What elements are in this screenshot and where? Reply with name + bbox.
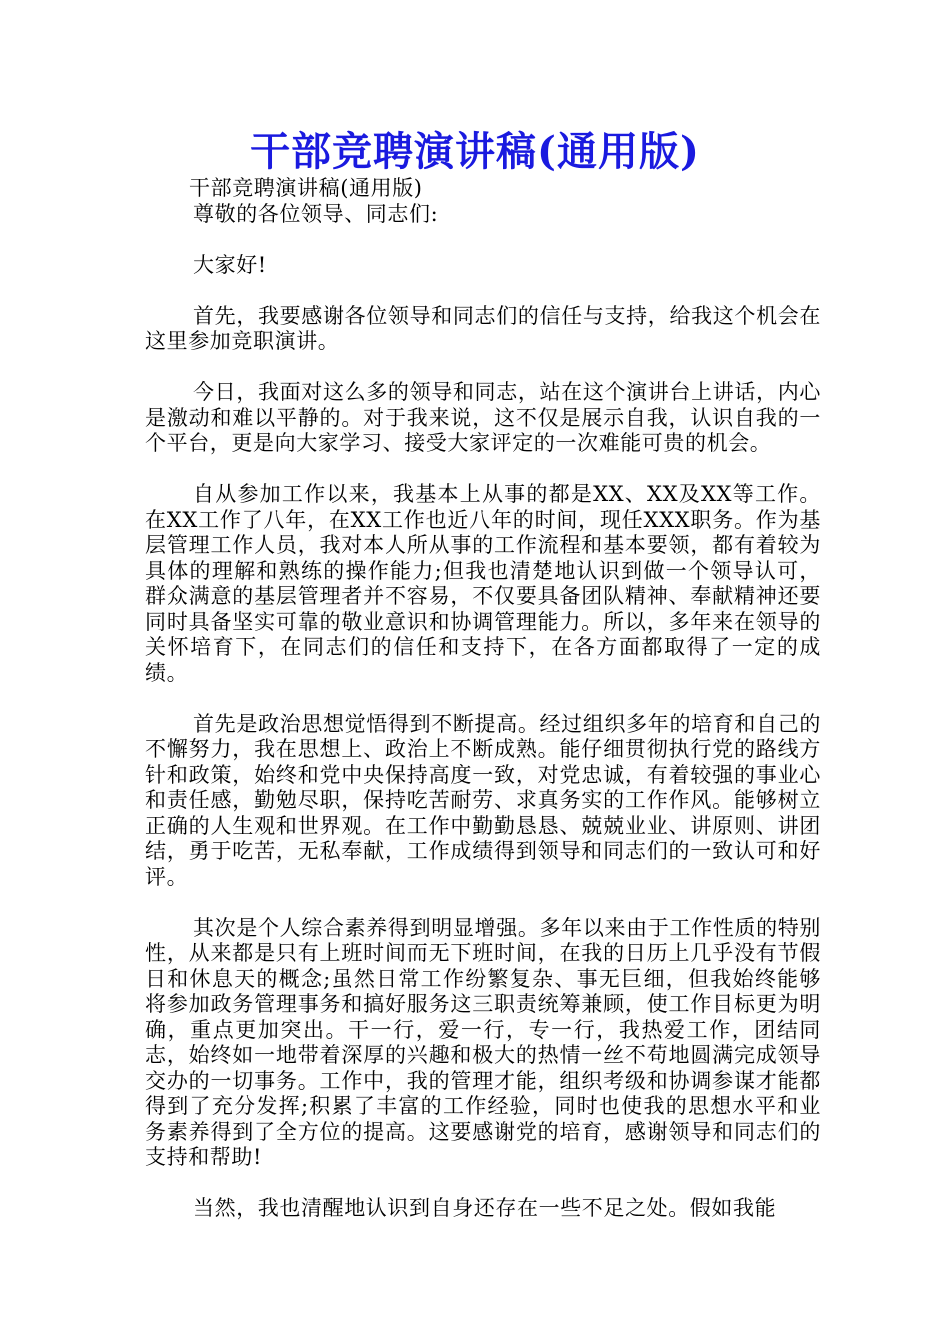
paragraph-political-awareness: 首先是政治思想觉悟得到不断提高。经过组织多年的培育和自己的不懈努力，我在思想上、政治上不断成熟。能仔细贯彻执行党的路线方针和政策，始终和党中央保持高度一致，对党忠诚，有着较强的事业心和责任感，勤勉尽职，保持吃苦耐劳、求真务实的工作作风。能够树立正确的人生观和世界观。在工作中勤勤恳恳、兢兢业业、讲原则、讲团结，勇于吃苦，无私奉献，工作成绩得到领导和同志们的一致认可和好评。 xyxy=(145,711,821,889)
greeting: 大家好! xyxy=(193,252,267,277)
document-subtitle: 干部竞聘演讲稿(通用版) xyxy=(189,176,423,200)
paragraph-shortcomings: 当然，我也清醒地认识到自身还存在一些不足之处。假如我能 xyxy=(193,1196,777,1220)
paragraph-personal-quality: 其次是个人综合素养得到明显增强。多年以来由于工作性质的特别性，从来都是只有上班时间而无下班时间，在我的日历上几乎没有节假日和休息天的概念;虽然日常工作纷繁复杂、事无巨细，但我始终能够将参加政务管理事务和搞好服务这三职责统筹兼顾，使工作目标更为明确，重点更加突出。干一行，爱一行，专一行，我热爱工作，团结同志，始终如一地带着深厚的兴趣和极大的热情一丝不苟地圆满完成领导交办的一切事务。工作中，我的管理才能，组织考级和协调参谋才能都得到了充分发挥;积累了丰富的工作经验，同时也使我的思想水平和业务素养得到了全方位的提高。这要感谢党的培育，感谢领导和同志们的支持和帮助! xyxy=(145,915,821,1169)
document-title: 干部竞聘演讲稿(通用版) xyxy=(250,128,700,175)
document-body xyxy=(145,176,821,1247)
paragraph-work-history: 自从参加工作以来，我基本上从事的都是XX、XX及XX等工作。在XX工作了八年，在XX工作也近八年的时间，现任XXX职务。作为基层管理工作人员，我对本人所从事的工作流程和基本要领，都有着较为具体的理解和熟练的操作能力;但我也清楚地认识到做一个领导认可，群众满意的基层管理者并不容易，不仅要具备团队精神、奉献精神还要同时具备坚实可靠的敬业意识和协调管理能力。所以，多年来在领导的关怀培育下，在同志们的信任和支持下，在各方面都取得了一定的成绩。 xyxy=(145,482,821,685)
salutation: 尊敬的各位领导、同志们: xyxy=(193,201,439,226)
paragraph-thanks: 首先，我要感谢各位领导和同志们的信任与支持，给我这个机会在这里参加竞职演讲。 xyxy=(145,303,821,353)
paragraph-feelings: 今日，我面对这么多的领导和同志，站在这个演讲台上讲话，内心是激动和难以平静的。对于我来说，这不仅是展示自我，认识自我的一个平台，更是向大家学习、接受大家评定的一次难能可贵的机会。 xyxy=(145,380,821,455)
spacer xyxy=(145,227,821,253)
